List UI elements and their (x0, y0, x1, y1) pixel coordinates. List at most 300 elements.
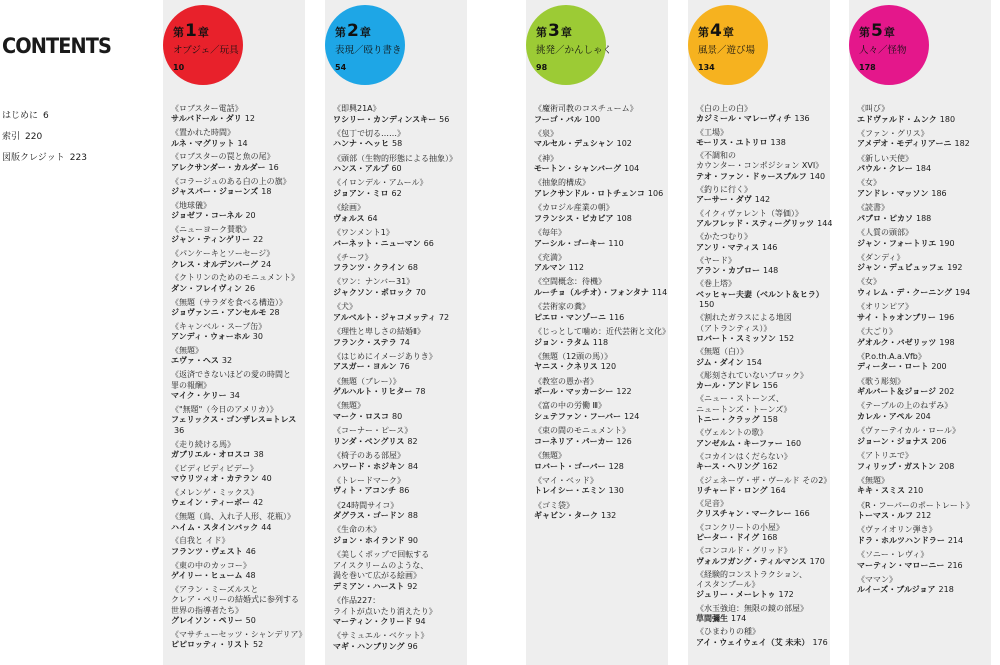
chapter-badge[interactable] (163, 5, 243, 85)
chapter-title: オブジェ／玩具 (173, 45, 239, 56)
toc-entry[interactable] (333, 401, 471, 422)
chapter-badge[interactable] (688, 5, 768, 85)
artist-name: ベッヒャー夫妻（ベルント＆ヒラ）150 (696, 289, 824, 310)
chapter-number: 第5章 (859, 21, 895, 41)
toc-entry[interactable] (534, 476, 672, 497)
artwork-title: 《不調和の カウンター・コンポジション XVI》 (696, 151, 824, 171)
toc-entry[interactable] (857, 377, 995, 398)
artwork-title: 《神》 (534, 153, 558, 163)
toc-entry[interactable] (534, 104, 672, 125)
toc-entry[interactable] (857, 401, 995, 422)
toc-entry[interactable] (534, 178, 672, 199)
artist-name: カール・アンドレ 156 (696, 381, 778, 391)
artist-name: フランツ・ヴェスト 46 (171, 546, 256, 556)
artwork-title: 《トレードマーク》 (333, 475, 405, 485)
artwork-title: 《走り続ける馬》 (171, 439, 235, 449)
toc-entry[interactable] (857, 327, 995, 348)
toc-entry[interactable] (696, 185, 834, 206)
entry-page: 144 (817, 218, 833, 228)
artist-name: キース・ヘリング 162 (696, 462, 778, 472)
toc-entry[interactable] (857, 451, 995, 472)
artwork-title: 《無題》 (333, 401, 365, 411)
artist-name: リチャード・ロング 164 (696, 485, 786, 495)
artist-name: アーシル・ゴーキー 110 (534, 238, 624, 248)
entry-page: 14 (237, 138, 248, 148)
artist-name: アンリ・マティス 146 (696, 242, 778, 252)
artwork-title: 《叫び》 (857, 104, 890, 113)
artist-name: フランシス・ピカビア 108 (534, 213, 632, 223)
toc-entry[interactable] (333, 178, 471, 199)
toc-entry[interactable] (696, 499, 834, 520)
chapter-badge[interactable] (325, 5, 405, 85)
toc-entry[interactable] (171, 322, 309, 343)
toc-entry[interactable] (696, 128, 834, 149)
artwork-title: 《ニュー・ストーンズ、 ニュートンズ・トーンズ》 (696, 394, 792, 414)
artist-name: ジャン・ティンゲリー 22 (171, 235, 264, 245)
toc-entry[interactable] (857, 302, 995, 323)
entry-page: 132 (601, 511, 617, 521)
toc-entry[interactable] (333, 228, 471, 249)
front-matter-link[interactable] (2, 127, 87, 148)
entry-page: 138 (770, 137, 786, 147)
artwork-title: 《理性と卑しさの結婚Ⅱ》 (333, 327, 425, 337)
artist-name: エドヴァルド・ムンク 180 (857, 114, 956, 124)
artist-name: トニー・クラッグ 158 (696, 415, 778, 425)
artwork-title: 《作品227： ライトが点いたり消えたり》 (333, 596, 437, 616)
toc-entry[interactable] (171, 104, 309, 125)
artist-name: デミアン・ハースト 92 (333, 581, 418, 591)
artwork-title: 《テーブルの上のねずみ》 (857, 401, 953, 411)
toc-entry[interactable] (171, 585, 309, 627)
toc-entry[interactable] (171, 298, 309, 319)
toc-entry[interactable] (171, 464, 309, 485)
artwork-title: 《ロブスターの罠と魚の尾》 (171, 152, 275, 162)
toc-entry[interactable] (857, 178, 995, 199)
toc-entry[interactable] (171, 346, 309, 367)
toc-entry[interactable] (171, 512, 309, 533)
toc-entry[interactable] (171, 225, 309, 246)
toc-entry[interactable] (857, 277, 995, 298)
artwork-title: 《芸術家の糞》 (534, 302, 590, 312)
artwork-title: 《オリンピア》 (857, 302, 913, 312)
toc-entry[interactable] (333, 476, 471, 497)
entry-page: 38 (253, 450, 264, 459)
entry-page: 126 (616, 436, 632, 446)
front-matter-link[interactable] (2, 106, 87, 127)
artwork-title: 《ひまわりの種》 (696, 627, 760, 637)
entry-page: 130 (608, 486, 624, 496)
entry-page: 188 (916, 213, 932, 223)
entry-page: 46 (245, 546, 256, 556)
artist-name: ヴォルフガング・ティルマンス 170 (696, 556, 825, 566)
toc-entry[interactable] (333, 352, 471, 373)
artwork-title: 《マイ・ベッド》 (534, 475, 598, 485)
front-matter-label: 索引 (2, 132, 21, 142)
artwork-title: 《無題（白）》 (696, 347, 748, 357)
entry-page: 152 (778, 333, 795, 343)
toc-entry[interactable] (534, 352, 672, 373)
entry-page: 34 (229, 391, 240, 401)
entry-page: 64 (367, 213, 378, 223)
toc-entry[interactable] (171, 405, 309, 436)
chapter-number: 第2章 (335, 21, 371, 41)
toc-entry[interactable] (333, 253, 471, 274)
artist-name: エヴァ・ヘス 32 (171, 356, 233, 366)
toc-entry[interactable] (857, 525, 995, 546)
entry-page: 156 (762, 381, 778, 391)
artwork-title: 《無題（12頭の馬）》 (534, 351, 613, 361)
toc-entry[interactable] (171, 440, 309, 461)
chapter-page: 54 (335, 63, 347, 72)
entry-page: 110 (608, 238, 624, 248)
artist-name: ルーチョ（ルチオ）・フォンタナ 114 (534, 288, 668, 298)
entry-page: 42 (253, 498, 264, 508)
artwork-title: 《ママン》 (857, 574, 897, 584)
toc-entry[interactable] (696, 151, 834, 182)
toc-entry[interactable] (534, 228, 672, 249)
toc-entry[interactable] (171, 630, 309, 651)
entry-page: 198 (939, 337, 955, 347)
artwork-title: 《包丁で切る……》 (333, 128, 405, 138)
toc-entry[interactable] (857, 575, 995, 596)
toc-entry[interactable] (696, 523, 834, 544)
artist-name: ガブリエル・オロスコ 38 (171, 450, 264, 459)
artist-name: ジョン・ラタム 118 (534, 337, 609, 347)
toc-entry[interactable] (696, 256, 834, 277)
toc-entry[interactable] (534, 327, 672, 348)
chapter-title: 人々／怪物 (859, 45, 907, 56)
artist-name: アンゼルム・キーファー 160 (696, 438, 802, 448)
toc-entry[interactable] (534, 203, 672, 224)
toc-entry[interactable] (333, 451, 471, 472)
artwork-title: 《ソニー・レヴィ》 (857, 550, 929, 560)
artist-name: ジョーン・ジョナス 206 (857, 436, 947, 446)
entry-list (534, 104, 672, 525)
artist-name: ロバート・スミッソン 152 (696, 333, 795, 343)
entry-page: 184 (915, 164, 932, 174)
front-matter-label: 図版クレジット (2, 153, 65, 163)
artwork-title: 《キャンベル・スープ缶》 (171, 321, 267, 331)
artist-name: ダン・フレイヴィン 26 (171, 283, 256, 293)
artist-name: フィリップ・ガストン 208 (857, 461, 955, 471)
artist-name: サルバドール・ダリ 12 (171, 114, 255, 124)
artwork-title: 《ゴミ袋》 (534, 500, 574, 510)
front-matter-label: はじめに (2, 111, 39, 121)
entry-page: 92 (407, 581, 418, 591)
toc-entry[interactable] (333, 327, 471, 348)
entry-page: 164 (770, 485, 786, 495)
artwork-title: 《経験的コンストラクション、 イスタンブール》 (696, 569, 807, 590)
toc-entry[interactable] (171, 152, 309, 173)
artwork-title: 《じっとして噛め：近代芸術と文化》 (534, 327, 670, 337)
artist-name: アンディ・ウォーホル 30 (171, 332, 263, 342)
toc-entry[interactable] (534, 501, 672, 522)
artist-name: バーネット・ニューマン 66 (333, 238, 434, 248)
entry-page: 82 (407, 436, 418, 446)
toc-entry[interactable] (333, 129, 471, 150)
artwork-title: 《かたつむり》 (696, 232, 752, 242)
chapter-column-2 (325, 0, 467, 665)
toc-entry[interactable] (696, 476, 834, 497)
artist-name: ハイム・スタインバック 44 (171, 522, 272, 532)
artwork-title: 《無題（ブレー）》 (333, 376, 401, 386)
entry-page: 84 (407, 461, 419, 471)
artist-name: ウェイン・ティーボー 42 (171, 498, 264, 508)
chapter-title: 風景／遊び場 (698, 45, 756, 56)
chapter-column-1 (163, 0, 305, 665)
chapter-badge[interactable] (526, 5, 613, 85)
toc-entry[interactable] (171, 201, 309, 222)
toc-entry[interactable] (534, 302, 672, 323)
toc-entry[interactable] (696, 627, 834, 648)
toc-entry[interactable] (696, 428, 834, 449)
entry-page: 72 (438, 312, 450, 322)
artwork-title: 《24時間サイコ》 (333, 500, 399, 510)
artwork-title: 《ヴァイオリン弾き》 (857, 525, 937, 535)
artist-name: マウリツィオ・カテラン 40 (171, 474, 272, 484)
toc-entry[interactable] (857, 476, 995, 497)
front-matter-page: 223 (69, 153, 87, 163)
entry-page: 170 (809, 556, 825, 566)
artwork-title: 《空間概念：待機》 (534, 277, 606, 287)
artwork-title: 《読書》 (857, 203, 889, 213)
artist-name: 草間彌生 174 (696, 614, 747, 624)
entry-page: 118 (592, 337, 609, 347)
entry-page: 86 (399, 486, 410, 496)
entry-page: 214 (947, 535, 964, 545)
chapter-title: 表現／殴り書き (335, 45, 402, 56)
entry-page: 32 (221, 356, 233, 366)
toc-entry[interactable] (333, 104, 471, 125)
artist-name: ジョン・ホイランド 90 (333, 535, 419, 545)
entry-page: 22 (253, 235, 264, 245)
artwork-title: 《コカインはくだらない》 (696, 451, 792, 461)
toc-entry[interactable] (696, 570, 834, 601)
entry-list (857, 104, 995, 600)
artist-name: クレス・オルデンバーグ 24 (171, 259, 272, 269)
entry-page: 20 (245, 211, 256, 221)
artist-name: グレイソン・ペリー 50 (171, 616, 256, 626)
chapter-number: 第4章 (698, 21, 734, 41)
toc-entry[interactable] (171, 177, 309, 198)
entry-page: 18 (261, 187, 272, 197)
artwork-title: 《ロブスター電話》 (171, 104, 243, 113)
artist-name: ヴォルス 64 (333, 213, 378, 223)
toc-entry[interactable] (696, 347, 834, 368)
toc-entry[interactable] (857, 203, 995, 224)
entry-page: 48 (245, 571, 256, 581)
toc-entry[interactable] (696, 313, 834, 344)
entry-page: 196 (938, 312, 955, 322)
artwork-title: 《ビディビディビデー》 (171, 463, 258, 473)
toc-entry[interactable] (857, 550, 995, 571)
toc-entry[interactable] (696, 604, 834, 625)
entry-page: 40 (261, 474, 272, 484)
entry-page: 112 (568, 263, 584, 273)
artwork-title: 《サミュエル・ベケット》 (333, 631, 429, 641)
toc-entry[interactable] (171, 273, 309, 294)
toc-entry[interactable] (171, 128, 309, 149)
toc-entry[interactable] (857, 501, 995, 522)
toc-entry[interactable] (333, 426, 471, 447)
entry-page: 216 (947, 560, 963, 570)
artist-name: ヴィト・アコンチ 86 (333, 486, 410, 496)
artist-name: アレクサンダー・カルダー 16 (171, 162, 279, 172)
toc-entry[interactable] (696, 104, 834, 125)
entry-page: 168 (762, 532, 778, 542)
toc-entry[interactable] (333, 377, 471, 398)
artist-name: カレル・アペル 204 (857, 411, 931, 421)
chapter-column-4 (688, 0, 833, 665)
toc-entry[interactable] (333, 277, 471, 298)
entry-page: 26 (244, 283, 256, 293)
entry-page: 146 (762, 242, 778, 252)
artwork-title: 《アトリエで》 (857, 450, 913, 460)
artwork-title: 《P.o.th.A.a.Vfb》 (857, 351, 926, 361)
toc-entry[interactable] (333, 302, 471, 323)
artist-name: ルイーズ・ブルジョア 218 (857, 585, 954, 595)
toc-entry[interactable] (534, 253, 672, 274)
entry-page: 100 (584, 114, 601, 124)
artist-name: アイ・ウェイウェイ（艾 未未） 176 (696, 637, 828, 647)
artwork-title: 《イクィヴァレント（等価）》 (696, 208, 803, 218)
entry-page: 30 (252, 332, 263, 342)
toc-entry[interactable] (696, 394, 834, 425)
toc-entry[interactable] (696, 546, 834, 567)
chapter-number: 第1章 (173, 21, 209, 41)
entry-page: 186 (931, 188, 947, 198)
artwork-title: 《地球儀》 (171, 200, 211, 210)
toc-entry[interactable] (534, 451, 672, 472)
toc-entry[interactable] (534, 401, 672, 422)
toc-entry[interactable] (534, 377, 672, 398)
entry-page: 62 (391, 188, 402, 198)
artist-name: リンダ・ベングリス 82 (333, 436, 418, 446)
toc-entry[interactable] (171, 488, 309, 509)
entry-page: 80 (392, 411, 403, 421)
entry-page: 212 (916, 511, 932, 521)
artwork-title: 《生命の木》 (333, 525, 381, 535)
entry-page: 158 (762, 415, 778, 425)
toc-entry[interactable] (857, 154, 995, 175)
artwork-title: 《"無題"（今日のアメリカ）》 (171, 404, 278, 414)
toc-entry[interactable] (171, 561, 309, 582)
artist-name: ピーター・ドイグ 168 (696, 532, 778, 542)
artist-name: マーティン・クリード 94 (333, 617, 426, 627)
entry-list (333, 104, 471, 656)
toc-entry[interactable] (696, 279, 834, 310)
artwork-title: 《パンケーキとソーセージ》 (171, 249, 275, 259)
artist-name: トーマス・ルフ 212 (857, 511, 932, 521)
toc-entry[interactable] (534, 277, 672, 298)
artist-name: ハワード・ホジキン 84 (333, 461, 419, 471)
artist-name: アルフレッド・スティーグリッツ 144 (696, 218, 833, 228)
toc-entry[interactable] (857, 129, 995, 150)
entry-page: 136 (794, 114, 810, 124)
artist-name: マーク・ロスコ 80 (333, 411, 403, 421)
chapter-page: 134 (698, 63, 715, 72)
entry-page: 166 (794, 509, 810, 519)
toc-entry[interactable] (696, 209, 834, 230)
artwork-title: 《足音》 (696, 499, 728, 509)
toc-entry[interactable] (696, 232, 834, 253)
entry-page: 174 (731, 614, 747, 624)
toc-entry[interactable] (857, 104, 995, 125)
entry-page: 90 (407, 535, 419, 545)
toc-entry[interactable] (857, 426, 995, 447)
artwork-title: 《水玉強迫：無限の鏡の部屋》 (696, 603, 808, 613)
toc-entry[interactable] (333, 525, 471, 546)
artwork-title: 《返済できないほどの愛の時間と 罪の報酬》 (171, 370, 291, 390)
toc-entry[interactable] (857, 228, 995, 249)
artist-name: ゲルハルト・リヒター 78 (333, 387, 426, 397)
artist-name: ロバート・ゴーバー 128 (534, 461, 624, 471)
artwork-title: 《ヴァーテイカル・ロール》 (857, 426, 960, 436)
entry-page: 104 (623, 164, 640, 174)
front-matter-link[interactable] (2, 148, 87, 169)
chapter-column-5 (849, 0, 991, 665)
toc-entry[interactable] (857, 253, 995, 274)
toc-entry[interactable] (333, 154, 471, 175)
toc-entry[interactable] (534, 426, 672, 447)
entry-page: 106 (647, 188, 664, 198)
artwork-title: 《女》 (857, 178, 881, 188)
entry-page: 66 (423, 238, 434, 248)
artwork-title: 《富の中の労働 Ⅲ》 (534, 401, 607, 411)
artist-name: ジョヴァンニ・アンセルモ 28 (171, 308, 280, 318)
entry-page: 122 (616, 387, 632, 397)
chapter-page: 98 (536, 63, 548, 72)
entry-page: 154 (746, 357, 762, 367)
front-matter-page: 220 (25, 132, 43, 142)
toc-entry[interactable] (857, 352, 995, 373)
artist-name: ピエロ・マンゾーニ 116 (534, 312, 625, 322)
artwork-title: 《R・フーパーのポートレート》 (857, 500, 974, 510)
artist-name: ハンス・アルプ 60 (333, 164, 402, 174)
toc-entry[interactable] (333, 501, 471, 522)
artist-name: パブロ・ピカソ 188 (857, 213, 932, 223)
toc-entry[interactable] (171, 249, 309, 270)
artwork-title: 《無題》 (857, 475, 889, 485)
artwork-title: 《ヤード》 (696, 255, 736, 265)
toc-entry[interactable] (534, 129, 672, 150)
toc-entry[interactable] (171, 370, 309, 401)
entry-page: 28 (269, 308, 280, 318)
artist-name: ポール・マッカーシー 122 (534, 387, 632, 397)
toc-entry[interactable] (171, 536, 309, 557)
chapter-number: 第3章 (536, 21, 572, 41)
toc-entry[interactable] (696, 452, 834, 473)
toc-entry[interactable] (333, 631, 471, 652)
contents-heading: CONTENTS (2, 34, 112, 58)
toc-entry[interactable] (333, 596, 471, 628)
entry-page: 76 (399, 362, 410, 372)
artist-name: アルマン 112 (534, 263, 584, 273)
chapter-badge[interactable] (849, 5, 929, 85)
toc-entry[interactable] (333, 550, 471, 592)
artwork-title: 《工場》 (696, 127, 728, 137)
artwork-title: 《自我と イド》 (171, 536, 230, 546)
artwork-title: 《椅子のある部屋》 (333, 450, 405, 460)
toc-entry[interactable] (333, 203, 471, 224)
toc-entry[interactable] (696, 371, 834, 392)
toc-entry[interactable] (534, 154, 672, 175)
artist-name: ルネ・マグリット 14 (171, 138, 248, 148)
artwork-title: 《白の上の白》 (696, 104, 752, 113)
artwork-title: 《ワン：ナンバー31》 (333, 277, 415, 287)
entry-page: 148 (763, 266, 779, 276)
artwork-title: 《アラン・ミーズルスと クレア・ペリーの結婚式に参列する 世界の指導者たち》 (171, 584, 299, 615)
